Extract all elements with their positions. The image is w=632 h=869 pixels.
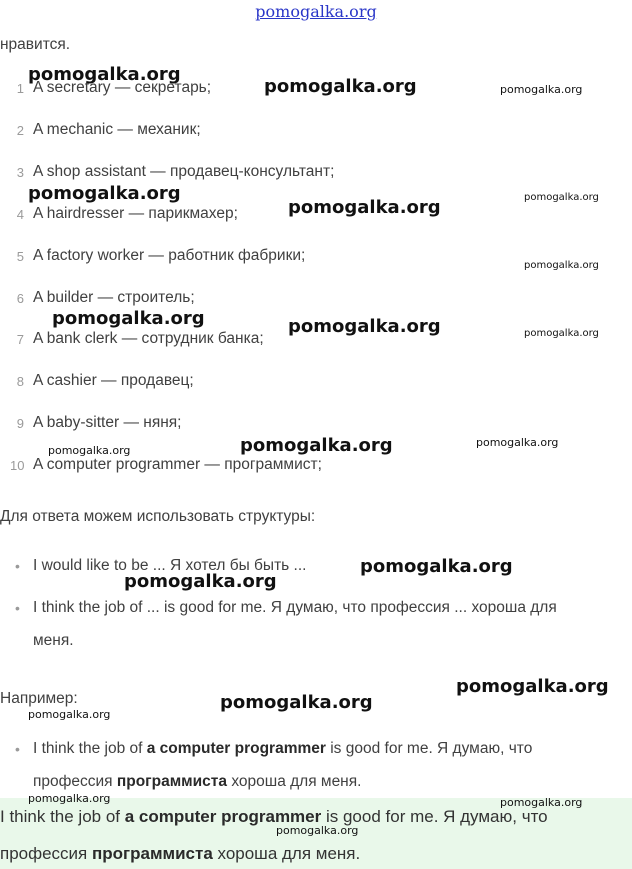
watermark: pomogalka.org (456, 676, 609, 697)
bullet-dot-icon: • (15, 741, 20, 757)
watermark: pomogalka.org (48, 444, 131, 457)
example-line-2: профессия программиста хороша для меня. (33, 773, 362, 790)
watermark: pomogalka.org (28, 708, 111, 721)
list-item: A factory worker — работник фабрики; (33, 247, 306, 264)
list-item: A builder — строитель; (33, 289, 195, 306)
watermark: pomogalka.org (276, 824, 359, 837)
list-number: 10 (10, 458, 25, 473)
list-number: 7 (16, 332, 24, 347)
watermark: pomogalka.org (524, 260, 599, 271)
list-number: 4 (16, 207, 24, 222)
watermark: pomogalka.org (524, 192, 599, 203)
watermark: pomogalka.org (288, 197, 441, 218)
watermark: pomogalka.org (500, 83, 583, 96)
answer-line-1: I think the job of a computer programmer is good for me. Я думаю, что (0, 807, 548, 826)
list-number: 6 (16, 291, 24, 306)
structure-bullet-1: I would like to be ... Я хотел бы быть ... (33, 557, 307, 574)
list-item: A shop assistant — продавец-консультант; (33, 163, 335, 180)
list-item: A bank clerk — сотрудник банка; (33, 330, 264, 347)
watermark: pomogalka.org (28, 792, 111, 805)
list-item: A baby-sitter — няня; (33, 414, 182, 431)
list-number: 3 (16, 165, 24, 180)
watermark: pomogalka.org (28, 183, 181, 204)
watermark: pomogalka.org (524, 328, 599, 339)
list-number: 2 (16, 123, 24, 138)
answer-line-2: профессия программиста хороша для меня. (0, 844, 361, 863)
intro-tail-text: нравится. (0, 36, 71, 53)
watermark: pomogalka.org (240, 435, 393, 456)
watermark: pomogalka.org (52, 308, 205, 329)
bullet-dot-icon: • (15, 558, 20, 574)
watermark: pomogalka.org (500, 796, 583, 809)
bullet-dot-icon: • (15, 600, 20, 616)
site-header-link[interactable]: pomogalka.org (255, 2, 377, 21)
structures-heading: Для ответа можем использовать структуры: (0, 508, 316, 525)
watermark: pomogalka.org (28, 64, 181, 85)
example-line-1: I think the job of a computer programmer is good for me. Я думаю, что (33, 740, 533, 757)
list-item: A hairdresser — парикмахер; (33, 205, 238, 222)
list-item: A computer programmer — программист; (33, 456, 322, 473)
list-number: 1 (16, 81, 24, 96)
structure-bullet-2-line-1: I think the job of ... is good for me. Я думаю, что профессия ... хороша для (33, 599, 557, 616)
watermark: pomogalka.org (220, 692, 373, 713)
list-item: A mechanic — механик; (33, 121, 201, 138)
list-number: 5 (16, 249, 24, 264)
watermark: pomogalka.org (288, 316, 441, 337)
list-item: A cashier — продавец; (33, 372, 194, 389)
list-item: A secretary — секретарь; (33, 79, 212, 96)
list-number: 9 (16, 416, 24, 431)
structure-bullet-2-line-2: меня. (33, 632, 74, 649)
watermark: pomogalka.org (124, 571, 277, 592)
watermark: pomogalka.org (476, 436, 559, 449)
watermark: pomogalka.org (360, 556, 513, 577)
example-heading: Например: (0, 690, 78, 707)
list-number: 8 (16, 374, 24, 389)
watermark: pomogalka.org (264, 76, 417, 97)
